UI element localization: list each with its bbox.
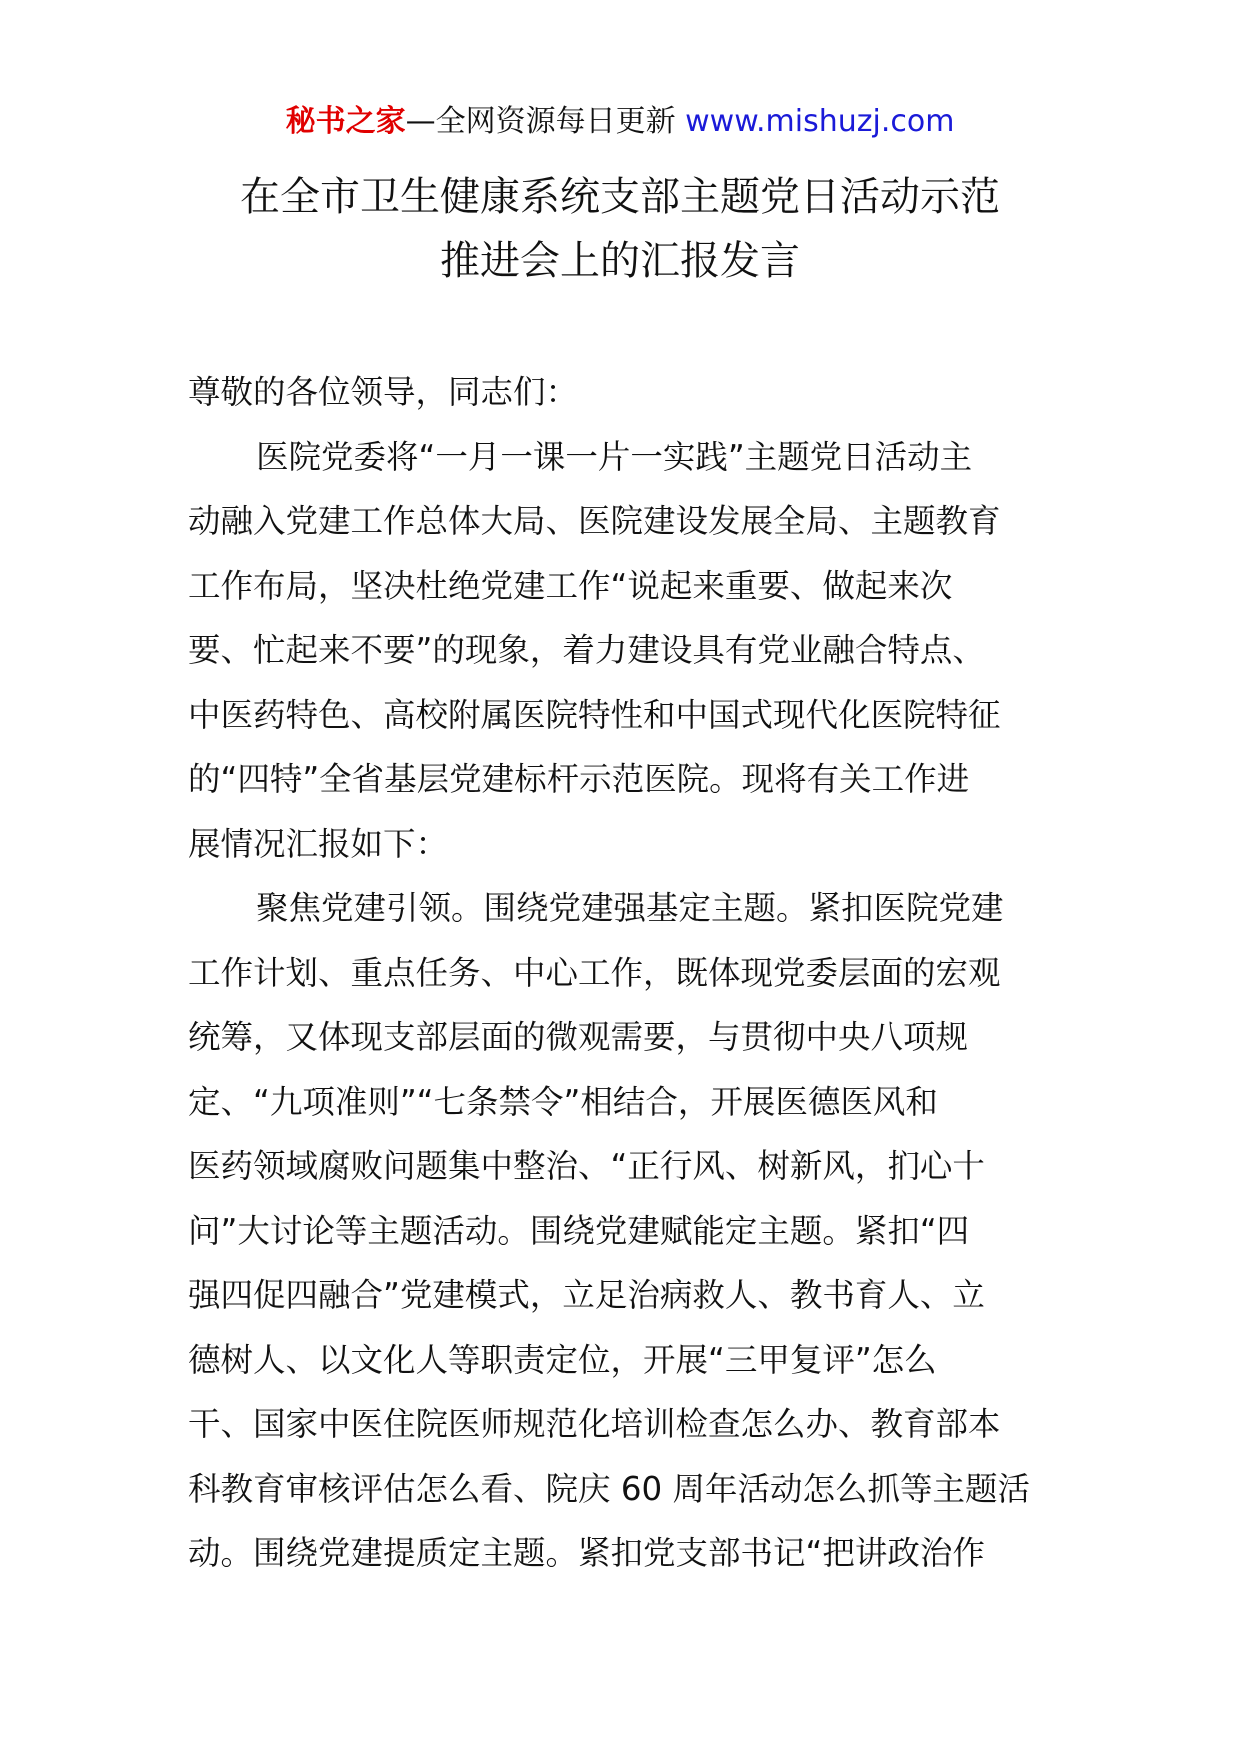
header-site-link[interactable]: www.mishuzj.com (685, 104, 955, 139)
body-line: 展情况汇报如下： (188, 824, 449, 863)
header-tagline: —全网资源每日更新 (405, 104, 686, 139)
body-line: 动。围绕党建提质定主题。紧扣党支部书记“把讲政治作 (188, 1534, 985, 1572)
header-brand: 秘书之家 (285, 104, 406, 139)
body-line: 德树人、以文化人等职责定位，开展“三甲复评”怎么 (188, 1340, 937, 1379)
body-line: 定、“九项准则”“七条禁令”相结合，开展医德医风和 (188, 1082, 938, 1121)
body-line: 医院党委将“一月一课一片一实践”主题党日活动主 (256, 437, 973, 476)
document-body (188, 360, 1054, 1586)
body-line: 强四促四融合”党建模式，立足治病救人、教书育人、立 (188, 1276, 985, 1314)
body-line: 干、国家中医住院医师规范化培训检查怎么办、教育部本 (188, 1405, 1001, 1443)
salutation: 尊敬的各位领导，同志们： (188, 373, 579, 411)
body-line: 问”大讨论等主题活动。围绕党建赋能定主题。紧扣“四 (188, 1211, 970, 1250)
body-line: 医药领域腐败问题集中整治、“正行风、树新风，扪心十 (188, 1147, 985, 1185)
body-line: 工作布局，坚决杜绝党建工作“说起来重要、做起来次 (188, 566, 953, 605)
document-title (0, 165, 1240, 293)
body-line: 科教育审核评估怎么看、院庆 60 周年活动怎么抓等主题活 (188, 1469, 1031, 1508)
title-line-1: 在全市卫生健康系统支部主题党日活动示范 (240, 174, 1000, 220)
body-line: 动融入党建工作总体大局、医院建设发展全局、主题教育 (188, 502, 1001, 540)
body-line: 的“四特”全省基层党建标杆示范医院。现将有关工作进 (188, 760, 970, 798)
body-line: 要、忙起来不要”的现象，着力建设具有党业融合特点、 (188, 631, 985, 669)
title-line-2: 推进会上的汇报发言 (440, 238, 800, 284)
body-line: 中医药特色、高校附属医院特性和中国式现代化医院特征 (188, 695, 1001, 734)
watermark-header (0, 102, 1240, 142)
body-line: 工作计划、重点任务、中心工作，既体现党委层面的宏观 (188, 953, 1001, 992)
body-line: 聚焦党建引领。围绕党建强基定主题。紧扣医院党建 (256, 889, 1004, 927)
body-line: 统筹，又体现支部层面的微观需要，与贯彻中央八项规 (188, 1018, 969, 1056)
